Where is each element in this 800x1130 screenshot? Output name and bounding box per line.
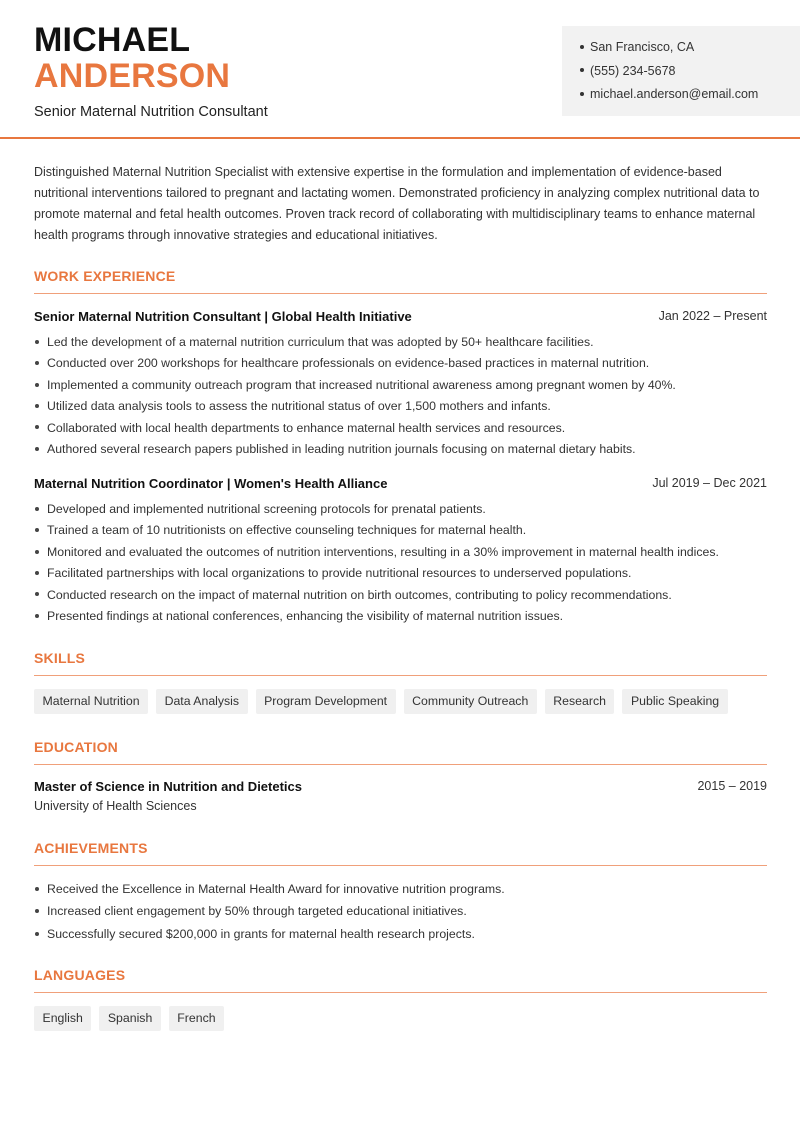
- skills-list: [34, 689, 728, 714]
- bullet-icon: [35, 909, 39, 913]
- list-item-text: Monitored and evaluated the outcomes of nutrition interventions, resulting in a 30% improvement in maternal health indices.: [47, 544, 719, 559]
- first-name: MICHAEL: [34, 21, 191, 59]
- list-item-text: Facilitated partnerships with local organizations to provide nutritional resources to underserved populations.: [47, 566, 632, 581]
- bullet-icon: [35, 383, 39, 387]
- skill-tag: Community Outreach: [404, 689, 537, 714]
- list-item: [34, 353, 767, 374]
- contact-phone-text: (555) 234-5678: [590, 63, 676, 78]
- list-item: [34, 499, 767, 520]
- bullet-icon: [35, 932, 39, 936]
- bullet-icon: [35, 340, 39, 344]
- resume-header: [0, 0, 800, 139]
- list-item: [34, 923, 767, 945]
- bullet-icon: [35, 887, 39, 891]
- list-item-text: Conducted research on the impact of maternal nutrition on birth outcomes, contributing to policy recommendations.: [47, 587, 672, 602]
- list-item-text: Utilized data analysis tools to assess the nutritional status of over 1,500 mothers and infants.: [47, 399, 551, 414]
- list-item: [34, 878, 767, 900]
- list-item: [34, 418, 767, 439]
- list-item-text: Authored several research papers published in leading nutrition journals focusing on maternal dietary habits.: [47, 441, 636, 456]
- list-item: [34, 375, 767, 396]
- name-block: [34, 22, 268, 120]
- section-title-education: EDUCATION: [34, 739, 767, 765]
- list-item: [34, 520, 767, 541]
- summary-paragraph: Distinguished Maternal Nutrition Specialist with extensive expertise in the formulation and implementation of evidence-based nutritional interventions tailored to pregnant and lactating women. Demonstrated proficiency in analyzing complex nutritional data to promote maternal and fetal health outcomes. Proven track record of collaborating with multidisciplinary teams to enhance maternal health programs through innovative strategies and educational initiatives.: [34, 165, 760, 242]
- section-title-work: WORK EXPERIENCE: [34, 268, 767, 294]
- section-title-achievements: ACHIEVEMENTS: [34, 840, 767, 866]
- job-header-2: [34, 476, 767, 494]
- contact-box: [562, 26, 800, 116]
- bullet-icon: [35, 425, 39, 429]
- achievements-list: [34, 878, 767, 945]
- bullet-icon: [580, 68, 584, 72]
- contact-phone: [580, 60, 800, 84]
- contact-email-text: michael.anderson@email.com: [590, 87, 759, 101]
- skill-tag: Program Development: [256, 689, 396, 714]
- contact-location: [580, 36, 800, 60]
- list-item-text: Successfully secured $200,000 in grants for maternal health research projects.: [47, 926, 475, 941]
- skill-tag: Maternal Nutrition: [34, 689, 148, 714]
- job-header-1: [34, 309, 767, 327]
- list-item-text: Increased client engagement by 50% through targeted educational initiatives.: [47, 904, 467, 919]
- bullet-icon: [35, 528, 39, 532]
- list-item-text: Trained a team of 10 nutritionists on effective counseling techniques for maternal health.: [47, 523, 527, 538]
- bullet-icon: [35, 404, 39, 408]
- language-tag: French: [169, 1006, 224, 1031]
- list-item: [34, 563, 767, 584]
- bullet-icon: [35, 361, 39, 365]
- bullet-icon: [35, 592, 39, 596]
- job-bullets-2: [34, 499, 767, 627]
- list-item-text: Presented findings at national conferences, enhancing the visibility of maternal nutrition issues.: [47, 608, 564, 623]
- degree: Master of Science in Nutrition and Dietetics: [34, 779, 302, 794]
- bullet-icon: [35, 614, 39, 618]
- list-item: [34, 439, 767, 460]
- bullet-icon: [35, 507, 39, 511]
- list-item: [34, 900, 767, 922]
- bullet-icon: [580, 92, 584, 96]
- list-item: [34, 542, 767, 563]
- job-role: Maternal Nutrition Coordinator | Women's Health Alliance: [34, 476, 388, 491]
- bullet-icon: [35, 447, 39, 451]
- bullet-icon: [35, 571, 39, 575]
- skill-tag: Data Analysis: [156, 689, 248, 714]
- bullet-icon: [580, 45, 584, 49]
- list-item-text: Conducted over 200 workshops for healthcare professionals on evidence-based practices in maternal nutrition.: [47, 356, 650, 371]
- job-dates: Jul 2019 – Dec 2021: [652, 476, 767, 490]
- list-item: [34, 606, 767, 627]
- list-item-text: Implemented a community outreach program that increased nutritional awareness among pregnant women by 40%.: [47, 377, 676, 392]
- job-title: Senior Maternal Nutrition Consultant: [34, 104, 268, 120]
- section-title-skills: SKILLS: [34, 650, 767, 676]
- list-item: [34, 332, 767, 353]
- bullet-icon: [35, 550, 39, 554]
- list-item-text: Led the development of a maternal nutrition curriculum that was adopted by 50+ healthcare facilities.: [47, 335, 594, 349]
- education-header: [34, 779, 767, 797]
- section-title-languages: LANGUAGES: [34, 967, 767, 993]
- contact-location-text: San Francisco, CA: [590, 40, 695, 54]
- language-tag: English: [34, 1006, 91, 1031]
- contact-email: [580, 83, 800, 107]
- job-bullets-1: [34, 332, 767, 460]
- job-role: Senior Maternal Nutrition Consultant | Global Health Initiative: [34, 309, 412, 324]
- list-item-text: Developed and implemented nutritional screening protocols for prenatal patients.: [47, 502, 486, 516]
- education-dates: 2015 – 2019: [697, 779, 767, 793]
- skill-tag: Research: [545, 689, 615, 714]
- languages-list: [34, 1006, 224, 1031]
- list-item-text: Received the Excellence in Maternal Health Award for innovative nutrition programs.: [47, 882, 505, 896]
- list-item: [34, 396, 767, 417]
- list-item: [34, 585, 767, 606]
- last-name: ANDERSON: [34, 57, 231, 95]
- language-tag: Spanish: [99, 1006, 160, 1031]
- list-item-text: Collaborated with local health departments to enhance maternal health services and resources.: [47, 420, 566, 435]
- school: University of Health Sciences: [34, 799, 197, 813]
- skill-tag: Public Speaking: [622, 689, 727, 714]
- job-dates: Jan 2022 – Present: [658, 309, 767, 323]
